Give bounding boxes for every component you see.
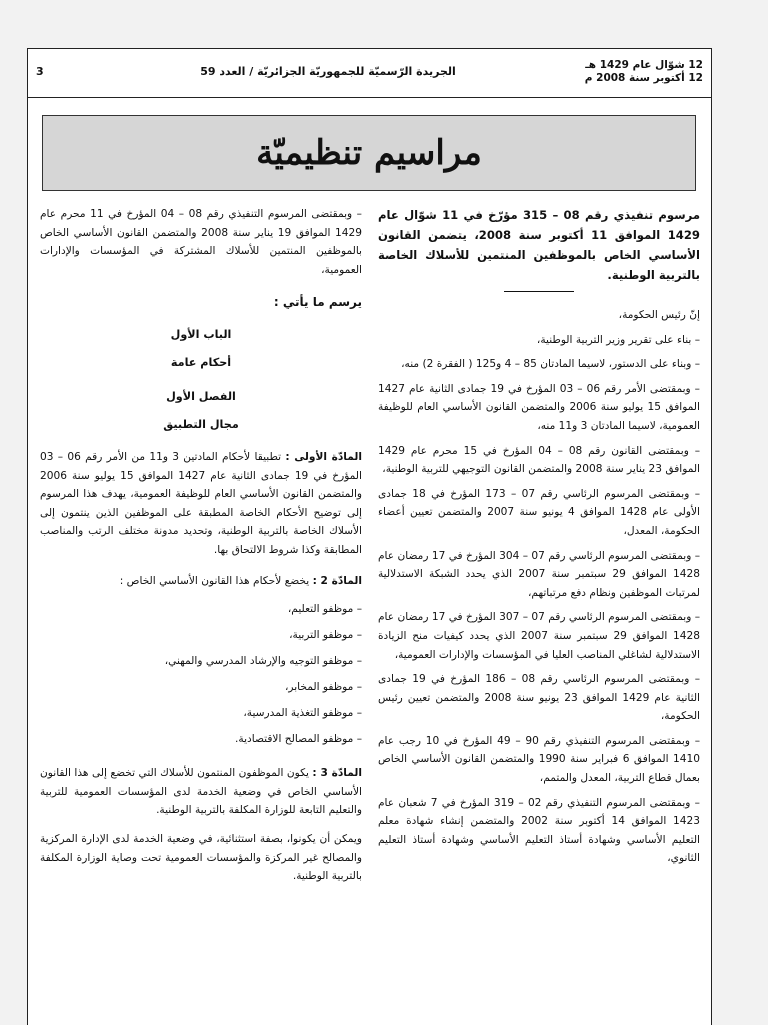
chapter-label: الباب الأول — [170, 327, 232, 341]
intro-paragraph: – وبمقتضى المرسوم التنفيذي رقم 08 – 04 المؤرخ في 11 محرم عام 1429 الموافق 19 يناير سنة 2008 والمتضمن القانون الأساسي الخاص بالموظفين المنتمين للأسلاك المشتركة في المؤسسات والإدارات العمومية، — [40, 208, 362, 276]
list-item: – موظفو التعليم، — [287, 603, 362, 616]
section-title: مجال التطبيق — [163, 417, 239, 431]
paragraph: – وبناء على الدستور، لاسيما المادتان 85 – 4 و125 ( الفقرة 2) منه، — [401, 358, 700, 371]
list-item: – موظفو التوجيه والإرشاد المدرسي والمهني، — [164, 655, 362, 668]
chapter-heading — [40, 324, 362, 374]
paragraph: – وبمقتضى القانون رقم 08 – 04 المؤرخ في 15 محرم عام 1429 الموافق 23 يناير سنة 2008 والمتضمن القانون التوجيهي للتربية الوطنية، — [378, 444, 700, 476]
paragraph: – وبمقتضى المرسوم التنفيذي رقم 02 – 319 المؤرخ في 7 شعبان عام 1423 الموافق 14 أكتوبر سنة 2002 والمتضمن إنشاء شهادة معلم التعليم الأساسي وشهادة أستاذ التعليم الأساسي وشهادة أستاذ التعليم الثانوي، — [378, 796, 700, 865]
paragraph: – وبمقتضى المرسوم التنفيذي رقم 90 – 49 المؤرخ في 10 رجب عام 1410 الموافق 6 فبراير سنة 1990 والمتضمن القانون الأساسي الخاص بعمال قطاع التربية، المعدل والمتمم، — [378, 734, 700, 785]
left-column — [40, 205, 362, 892]
list-item: – موظفو المصالح الاقتصادية. — [235, 733, 362, 746]
article-1-label: المادّة الأولى : — [285, 450, 362, 463]
article-3-text: يكون الموظفون المنتمون للأسلاك التي تخضع إلى هذا القانون الأساسي الخاص في وضعية الخدمة لدى المؤسسات العمومية للتربية والتعليم التابعة للوزارة المكلفة بالتربية الوطنية. — [40, 767, 362, 817]
paragraph: – وبمقتضى المرسوم الرئاسي رقم 07 – 173 المؤرخ في 18 جمادى الأولى عام 1428 الموافق 4 يونيو سنة 2007 والمتضمن تعيين أعضاء الحكومة، المعدل، — [378, 487, 700, 537]
header-date — [585, 59, 703, 85]
paragraph: – وبمقتضى الأمر رقم 06 – 03 المؤرخ في 19 جمادى الثانية عام 1427 الموافق 15 يوليو سنة 2006 والمتضمن القانون الأساسي العام للوظيفة العمومية، لاسيما المادتان 3 و11 منه، — [378, 382, 700, 432]
article-2 — [40, 572, 362, 591]
paragraph: – وبمقتضى المرسوم الرئاسي رقم 08 – 186 المؤرخ في 19 جمادى الثانية عام 1429 الموافق 23 يونيو سنة 2008 والمتضمن تعيين رئيس الحكومة، — [378, 673, 700, 723]
right-column — [378, 205, 700, 874]
list-item: – موظفو التربية، — [289, 629, 362, 642]
paragraph: – وبمقتضى المرسوم الرئاسي رقم 07 – 307 المؤرخ في 17 رمضان عام 1428 الموافق 29 سبتمبر سنة 2007 الذي يحدد كيفيات منح الزيادة الاستدلالية لشاغلي المناصب العليا في المؤسسات والإدارات العمومية، — [378, 611, 701, 661]
page-header — [28, 49, 711, 98]
paragraph: إنّ رئيس الحكومة، — [618, 309, 700, 321]
title-underline — [504, 291, 574, 292]
journal-title: الجريدة الرّسميّة للجمهوريّة الجزائريّة / العدد 59 — [200, 65, 456, 78]
banner-title: مراسيم تنظيميّة — [256, 133, 482, 173]
header-date-gregorian: 12 أكتوبر سنة 2008 م — [584, 72, 703, 84]
article-2-list — [40, 596, 362, 752]
journal-page — [27, 48, 712, 1025]
paragraph: – وبمقتضى المرسوم الرئاسي رقم 07 – 304 المؤرخ في 17 رمضان عام 1428 الموافق 29 سبتمبر سنة 2007 الذي يحدد الشبكة الاستدلالية لمرتبات الموظفين ونظام دفع مرتباتهم، — [378, 549, 700, 599]
article-3-label: المادّة 3 : — [312, 767, 362, 780]
article-3-continuation: ويمكن أن يكونوا، بصفة استثنائية، في وضعية الخدمة لدى الإدارة المركزية والمصالح غير المركزة والمؤسسات العمومية تحت وصاية الوزارة المكلفة بالتربية الوطنية. — [40, 832, 362, 883]
chapter-title: أحكام عامة — [170, 355, 232, 369]
header-date-hijri: 12 شوّال عام 1429 هـ — [585, 59, 703, 71]
article-1-text: تطبيقا لأحكام المادتين 3 و11 من الأمر رقم 06 – 03 المؤرخ في 19 جمادى الثانية عام 1427 الموافق 15 يوليو سنة 2006 والمتضمن القانون الأساسي العام للوظيفة العمومية، يهدف هذا المرسوم إلى توضيح الأحكام الخاصة المطبقة على الموظفين الذين ينتمون إلى الأسلاك الخاصة بالتربية الوطنية، وتحديد مدونة مختلف الرتب والمناصب المطابقة وكذا شروط الالتحاق بها. — [40, 450, 362, 556]
section-banner — [42, 115, 696, 191]
page-number: 3 — [36, 65, 44, 78]
section-heading — [40, 386, 362, 436]
list-item: – موظفو التغذية المدرسية، — [243, 707, 362, 720]
article-3 — [40, 764, 362, 820]
decree-heading: يرسم ما يأتي : — [273, 295, 362, 310]
article-1 — [40, 448, 362, 560]
paragraph: – بناء على تقرير وزير التربية الوطنية، — [536, 333, 700, 346]
article-2-label: المادّة 2 : — [312, 574, 362, 587]
article-2-text: يخضع لأحكام هذا القانون الأساسي الخاص : — [119, 574, 310, 587]
decree-title: مرسوم تنفيذي رقم 08 – 315 مؤرّخ في 11 شوّال عام 1429 الموافق 11 أكتوبر سنة 2008، يتضمن القانون الأساسي الخاص بالموظفين المنتمين للأسلاك الخاصة بالتربية الوطنية. — [378, 208, 700, 282]
list-item: – موظفو المخابر، — [284, 681, 362, 694]
section-label: الفصل الأول — [166, 389, 236, 403]
